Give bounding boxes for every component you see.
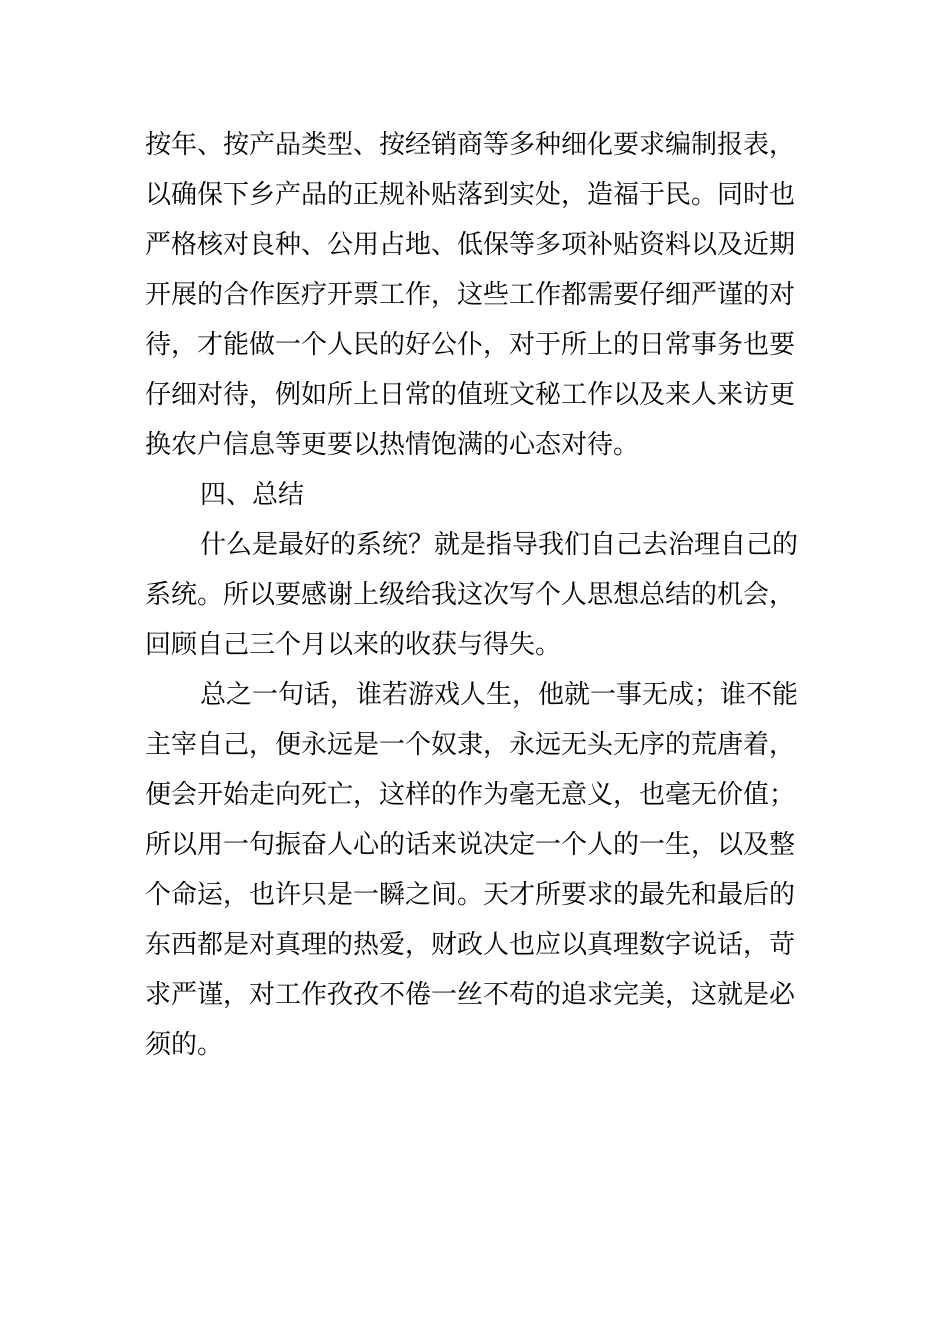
paragraph-line: 求严谨，对工作孜孜不倦一丝不苟的追求完美，这就是必	[145, 980, 796, 1010]
document-body	[145, 120, 810, 1070]
paragraph-line: 东西都是对真理的热爱，财政人也应以真理数字说话，苛	[145, 930, 796, 960]
paragraph-line: 待，才能做一个人民的好公仆，对于所上的日常事务也要	[145, 330, 796, 360]
paragraph-line: 按年、按产品类型、按经销商等多种细化要求编制报表，	[145, 130, 796, 160]
paragraph-line: 便会开始走向死亡，这样的作为毫无意义，也毫无价值；	[145, 780, 796, 810]
paragraph-line: 换农户信息等更要以热情饱满的心态对待。	[145, 430, 640, 460]
paragraph-line: 严格核对良种、公用占地、低保等多项补贴资料以及近期	[145, 230, 796, 260]
paragraph-line: 个命运，也许只是一瞬之间。天才所要求的最先和最后的	[145, 880, 796, 910]
section-heading: 四、总结	[200, 480, 305, 510]
paragraph-line: 回顾自己三个月以来的收获与得失。	[145, 630, 562, 660]
paragraph-line: 什么是最好的系统？就是指导我们自己去治理自己的	[200, 530, 799, 560]
paragraph-line: 开展的合作医疗开票工作，这些工作都需要仔细严谨的对	[145, 280, 796, 310]
paragraph-line: 系统。所以要感谢上级给我这次写个人思想总结的机会，	[145, 580, 796, 610]
paragraph-line: 须的。	[145, 1030, 224, 1060]
paragraph-line: 所以用一句振奋人心的话来说决定一个人的一生，以及整	[145, 830, 796, 860]
paragraph-line: 以确保下乡产品的正规补贴落到实处，造福于民。同时也	[145, 180, 796, 210]
paragraph-line: 总之一句话，谁若游戏人生，他就一事无成；谁不能	[200, 680, 799, 710]
paragraph-line: 主宰自己，便永远是一个奴隶，永远无头无序的荒唐着，	[145, 730, 796, 760]
paragraph-line: 仔细对待，例如所上日常的值班文秘工作以及来人来访更	[145, 380, 796, 410]
